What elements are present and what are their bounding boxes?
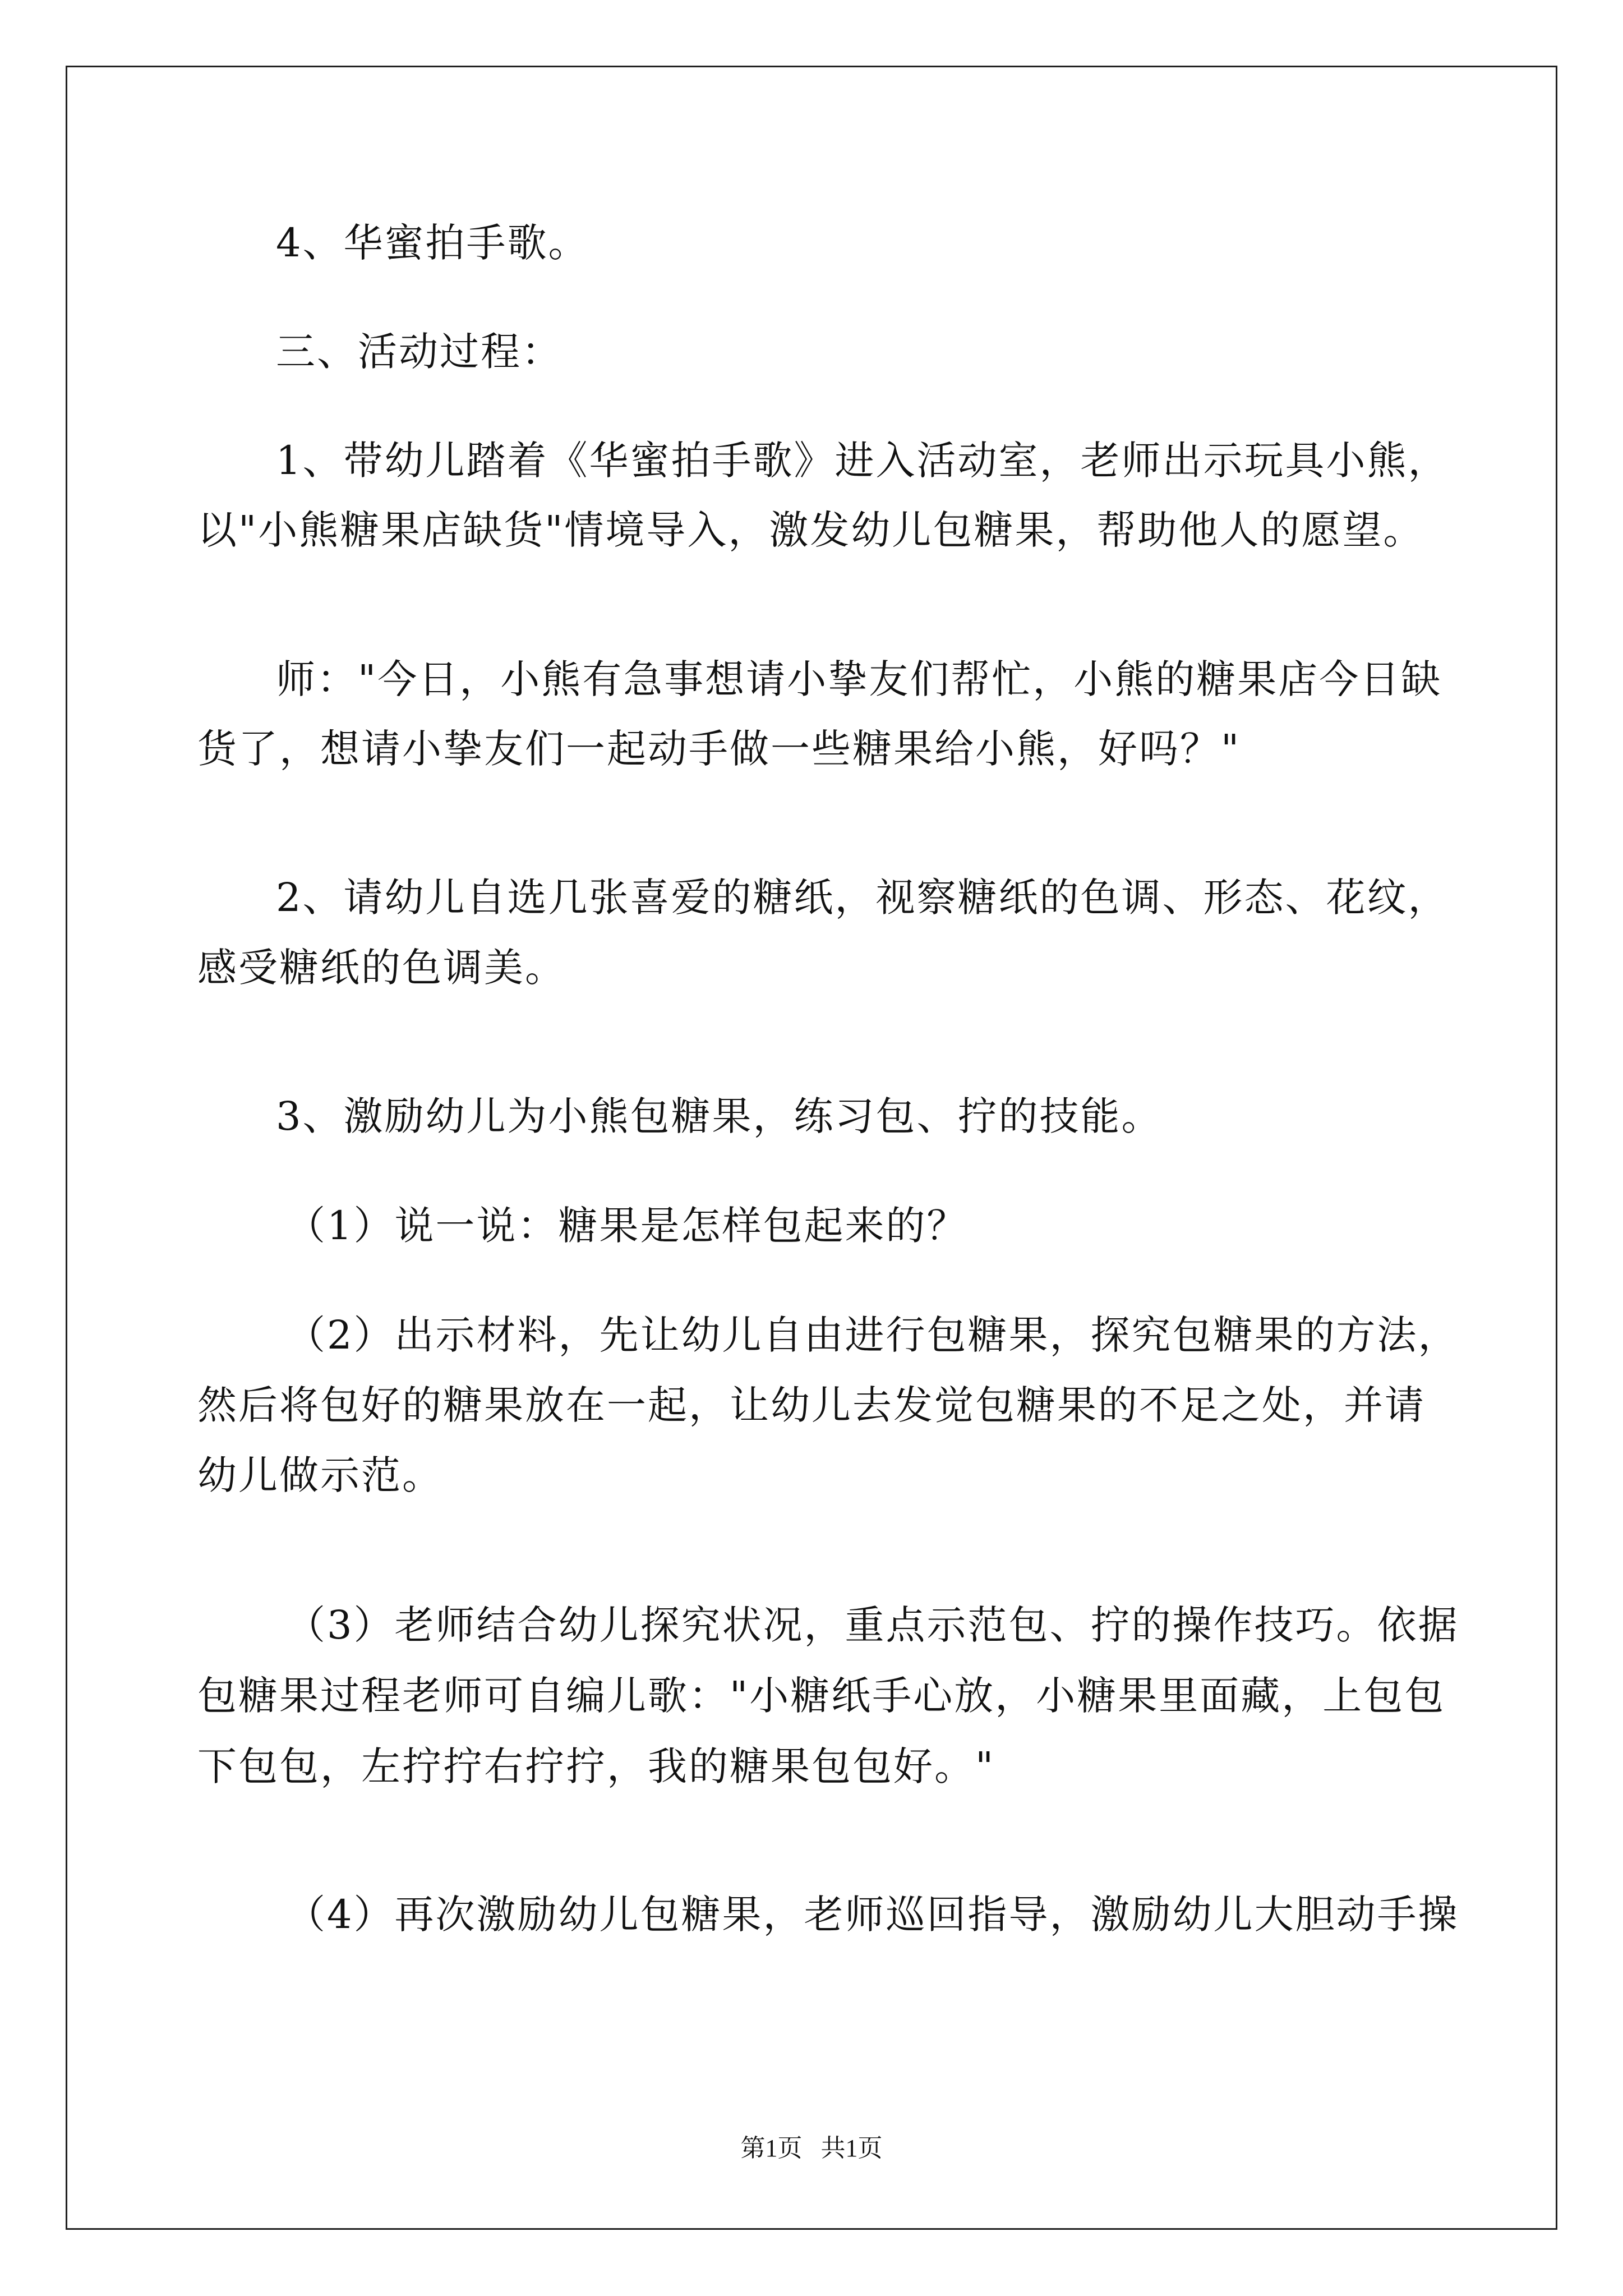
text-line: 以"小熊糖果店缺货"情境导入，激发幼儿包糖果，帮助他人的愿望。	[197, 507, 1424, 553]
text-line: （3）老师结合幼儿探究状况，重点示范包、拧的操作技巧。依据	[286, 1602, 1459, 1648]
text-line: 师："今日，小熊有急事想请小挚友们帮忙，小熊的糖果店今日缺	[276, 656, 1442, 702]
text-line: （1）说一说：糖果是怎样包起来的？	[286, 1203, 968, 1249]
text-line: （2）出示材料，先让幼儿自由进行包糖果，探究包糖果的方法，	[286, 1312, 1459, 1358]
text-line: 4、华蜜拍手歌。	[276, 220, 589, 266]
text-line: 三、活动过程：	[276, 329, 562, 375]
text-line: 下包包，左拧拧右拧拧，我的糖果包包好。"	[197, 1743, 995, 1789]
text-line: 然后将包好的糖果放在一起，让幼儿去发觉包糖果的不足之处，并请	[197, 1382, 1426, 1428]
text-line: 幼儿做示范。	[197, 1452, 443, 1498]
page-number: 第1页 共1页	[740, 2134, 883, 2162]
text-line: 3、激励幼儿为小熊包糖果，练习包、拧的技能。	[276, 1093, 1163, 1139]
text-line: 2、请幼儿自选几张喜爱的糖纸，视察糖纸的色调、形态、花纹，	[276, 875, 1449, 921]
text-line: （4）再次激励幼儿包糖果，老师巡回指导，激励幼儿大胆动手操	[286, 1892, 1459, 1938]
text-line: 货了，想请小挚友们一起动手做一些糖果给小熊，好吗？"	[197, 726, 1241, 772]
text-line: 感受糖纸的色调美。	[197, 945, 566, 991]
text-line: 包糖果过程老师可自编儿歌："小糖纸手心放，小糖果里面藏，上包包	[197, 1673, 1446, 1719]
text-line: 1、带幼儿踏着《华蜜拍手歌》进入活动室，老师出示玩具小熊，	[276, 438, 1449, 484]
